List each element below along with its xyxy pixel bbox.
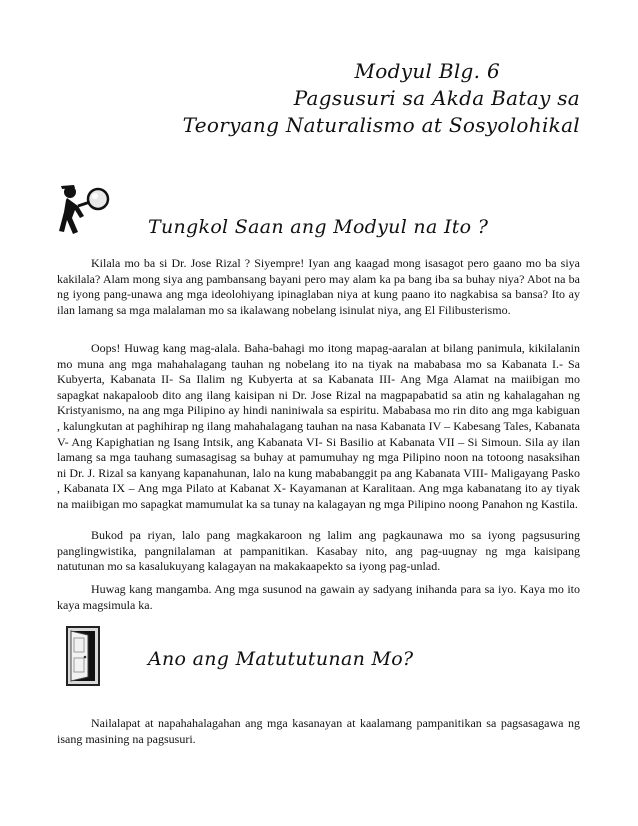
open-door-icon bbox=[66, 626, 100, 686]
module-title-line-2: Pagsusuri sa Akda Batay sa bbox=[293, 86, 580, 110]
paragraph-chapters: Oops! Huwag kang mag-alala. Baha-bahagi mo itong mapag-aaralan at bilang panimula, kikilalanin mo muna ang mga mahahalagang tauhan ng nobelang ito na tiyak na mababasa mo sa Kabanata I.- Sa Kubyerta, Kabanata II- Sa Ilalim ng Kubyerta at sa Kabanata III- Ang Mga Alamat na maiibigan mo sapagkat nakapaloob dito ang ilang kaisipan ni Dr. Jose Rizal na magpapabatid sa atin ng kahalagahan ng Kristyanismo, na ang mga Pilipino ay hindi naniniwala sa espiritu. Mababasa mo rin dito ang mga kabiguan , kalungkutan at paghihirap ng ilang mahahalagang tauhan na nasa Kabanata IV – Kabesang Tales, Kabanata V- Ang Kapighatian ng Isang Intsik, ang Kabanata VI- Si Basilio at Kabanata VII – Si Simoun. Sila ay ilan lamang sa mga tauhang sumasagisag sa buhay at pamumuhay ng mga Pilipino noon na totoong nasaksihan ni Dr. J. Rizal sa kanyang kapanahunan, lalo na kung mababanggit pa ang Kabanata VIII- Maligayang Pasko , Kabanata IX – Ang mga Pilato at Kabanat X- Kayamanan at Karalitaan. Ang mga kabanatang ito ay tiyak na maiibigan mo sapagkat mamumulat ka sa tunay na kalagayan ng mga Pilipino noong Panahon ng Kastila. bbox=[57, 341, 580, 511]
module-title bbox=[183, 58, 580, 139]
section-heading-learning: Ano ang Matututunan Mo? bbox=[148, 648, 414, 670]
module-number: Modyul Blg. 6 bbox=[354, 59, 500, 83]
paragraph-intro: Kilala mo ba si Dr. Jose Rizal ? Siyempre! Iyan ang kaagad mong isasagot pero gaano mo ba siya kakilala? Alam mong siya ang pambansang bayani pero may alam ka pa bang iba sa buhay niya? Abot na ba ng iyong pang-unawa ang mga ideolohiyang ipinaglaban niya at kung paano ito nagkabisa sa bansa? Ito ay ilan lamang sa mga malalaman mo sa ikalawang nobelang isinulat niya, ang El Filibusterismo. bbox=[57, 256, 580, 317]
magnifying-glass-figure-icon bbox=[58, 182, 114, 238]
paragraph-analysis: Bukod pa riyan, lalo pang magkakaroon ng lalim ang pagkaunawa mo sa iyong pagsusuring panglingwistika, pangnilalaman at pampanitikan. Kasabay nito, ang pag-uugnay ng mga kaisipang natutunan mo sa kasalukuyang kalagayan na makakaapekto sa iyong pag-unlad. bbox=[57, 528, 580, 574]
module-title-line-3: Teoryang Naturalismo at Sosyolohikal bbox=[182, 113, 580, 137]
paragraph-objective: Nailalapat at napahahalagahan ang mga kasanayan at kaalamang pampanitikan sa pagsasagawa ng isang masining na pagsusuri. bbox=[57, 716, 580, 746]
section-heading-about: Tungkol Saan ang Modyul na Ito ? bbox=[148, 216, 489, 238]
paragraph-encouragement: Huwag kang mangamba. Ang mga susunod na gawain ay sadyang inihanda para sa iyo. Kaya mo ito kaya magsimula ka. bbox=[57, 582, 580, 612]
